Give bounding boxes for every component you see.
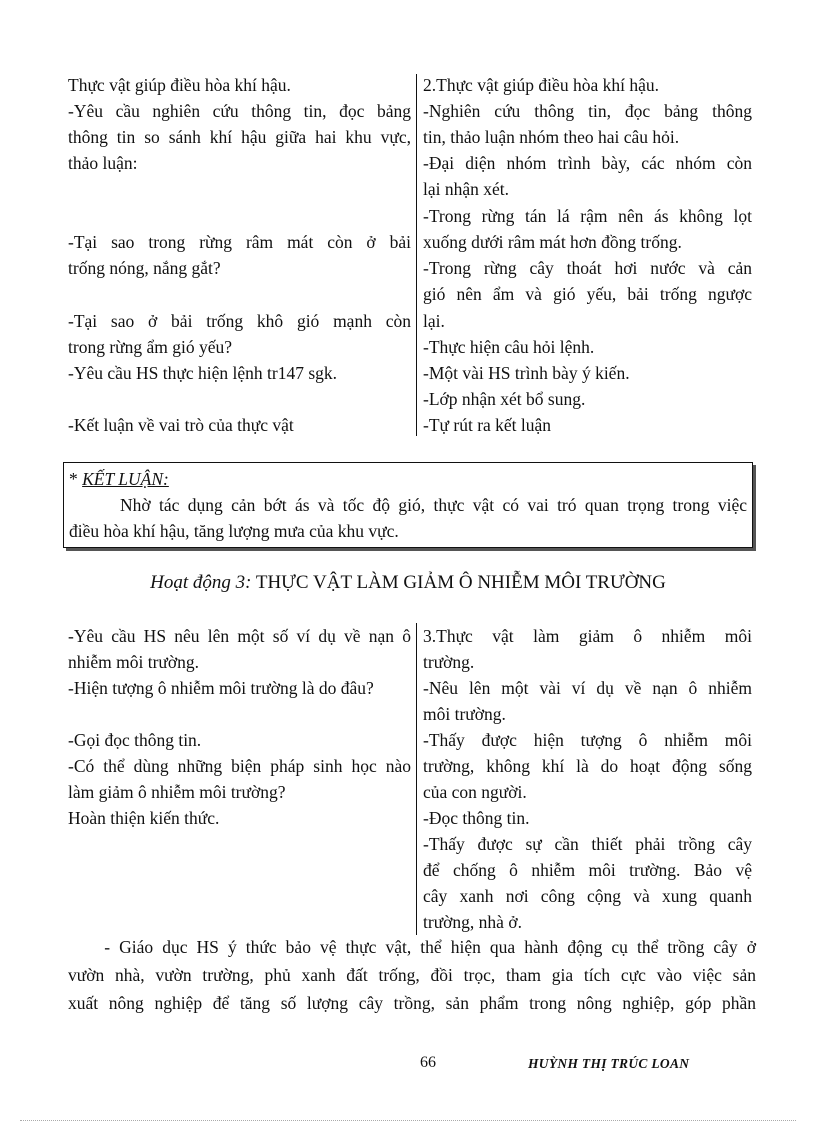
- teacher-line: -Tại sao trong rừng râm mát còn ở bải: [68, 232, 411, 252]
- section2-table: [68, 72, 752, 438]
- student-line: để chống ô nhiễm môi trường. Bảo vệ: [423, 860, 752, 880]
- student-line: -Trong rừng cây thoát hơi nước và cản: [423, 258, 752, 278]
- closing-paragraph: [68, 934, 756, 1018]
- student-line: 3.Thực vật làm giảm ô nhiễm môi: [423, 626, 752, 646]
- student-line: cây xanh nơi công cộng và xung quanh: [423, 886, 752, 906]
- conclusion-box: [63, 462, 753, 548]
- teacher-line: -Tại sao ở bải trống khô gió mạnh còn: [68, 311, 411, 331]
- teacher-line: Thực vật giúp điều hòa khí hậu.: [68, 75, 291, 95]
- student-line: môi trường.: [423, 704, 506, 724]
- student-line: trường, không khí là do hoạt động sống: [423, 756, 752, 776]
- student-line: -Một vài HS trình bày ý kiến.: [423, 363, 630, 383]
- author-name: HUỲNH THỊ TRÚC LOAN: [528, 1056, 690, 1071]
- student-line: của con người.: [423, 782, 527, 802]
- teacher-line: -Kết luận về vai trò của thực vật: [68, 415, 294, 435]
- student-line: -Đại diện nhóm trình bày, các nhóm còn: [423, 153, 752, 173]
- teacher-line: -Có thể dùng những biện pháp sinh học nào: [68, 756, 411, 776]
- student-line: -Thực hiện câu hỏi lệnh.: [423, 337, 595, 357]
- student-line: lại.: [423, 311, 445, 331]
- paragraph-line: - Giáo dục HS ý thức bảo vệ thực vật, thể hiện qua hành động cụ thể trồng cây ở: [68, 937, 756, 957]
- student-line: -Tự rút ra kết luận: [423, 415, 552, 435]
- paragraph-line: xuất nông nghiệp để tăng số lượng cây trồng, sản phẩm trong nông nghiệp, góp phần: [68, 993, 756, 1013]
- paragraph-line: vườn nhà, vườn trường, phủ xanh đất trống, đồi trọc, tham gia tích cực vào việc sản: [68, 965, 756, 985]
- teacher-line: -Hiện tượng ô nhiễm môi trường là do đâu?: [68, 678, 374, 698]
- student-line: lại nhận xét.: [423, 179, 510, 199]
- student-line: -Nghiên cứu thông tin, đọc bảng thông: [423, 101, 752, 121]
- student-line: -Thấy được sự cần thiết phải trồng cây: [423, 834, 752, 854]
- student-line: tin, thảo luận nhóm theo hai câu hỏi.: [423, 127, 680, 147]
- teacher-line: nhiễm môi trường.: [68, 652, 200, 672]
- student-line: -Trong rừng tán lá rậm nên ás không lọt: [423, 206, 752, 226]
- teacher-line: làm giảm ô nhiễm môi trường?: [68, 782, 286, 802]
- student-line: 2.Thực vật giúp điều hòa khí hậu.: [423, 75, 659, 95]
- conclusion-title: KẾT LUẬN:: [82, 469, 169, 489]
- conclusion-heading: [69, 466, 747, 492]
- student-line: trường.: [423, 652, 475, 672]
- student-line: trường, nhà ở.: [423, 912, 522, 932]
- section3-table: [68, 623, 752, 937]
- student-line: xuống dưới râm mát hơn đồng trống.: [423, 232, 682, 252]
- teacher-line: -Gọi đọc thông tin.: [68, 730, 202, 750]
- student-line: -Đọc thông tin.: [423, 808, 530, 828]
- teacher-line: trong rừng ẩm gió yếu?: [68, 337, 233, 357]
- teacher-line: thông tin so sánh khí hậu giữa hai khu vực,: [68, 127, 411, 147]
- teacher-line: Hoàn thiện kiến thức.: [68, 808, 220, 828]
- conclusion-text: Nhờ tác dụng cản bớt ás và tốc độ gió, thực vật có vai tró quan trọng trong việc: [120, 495, 747, 515]
- conclusion-prefix: *: [69, 469, 83, 489]
- teacher-line: -Yêu cầu HS thực hiện lệnh tr147 sgk.: [68, 363, 338, 383]
- student-line: -Lớp nhận xét bổ sung.: [423, 389, 586, 409]
- activity-heading: [0, 569, 816, 597]
- conclusion-text: điều hòa khí hậu, tăng lượng mưa của khu vực.: [69, 521, 399, 541]
- teacher-line: trống nóng, nắng gắt?: [68, 258, 221, 278]
- student-line: gió nên ẩm và gió yếu, bải trống ngược: [423, 284, 752, 304]
- teacher-line: -Yêu cầu nghiên cứu thông tin, đọc bảng: [68, 101, 411, 121]
- page-bottom-rule: [20, 1120, 796, 1121]
- teacher-line: thảo luận:: [68, 153, 138, 173]
- teacher-line: -Yêu cầu HS nêu lên một số ví dụ về nạn ô: [68, 626, 411, 646]
- activity-label: Hoạt động 3:: [150, 572, 252, 593]
- student-line: -Thấy được hiện tượng ô nhiễm môi: [423, 730, 752, 750]
- activity-title: THỰC VẬT LÀM GIẢM Ô NHIỄM MÔI TRƯỜNG: [251, 572, 666, 593]
- column-divider: [416, 74, 417, 436]
- page-number: 66: [420, 1054, 436, 1071]
- column-divider: [416, 623, 417, 935]
- student-line: -Nêu lên một vài ví dụ về nạn ô nhiễm: [423, 678, 752, 698]
